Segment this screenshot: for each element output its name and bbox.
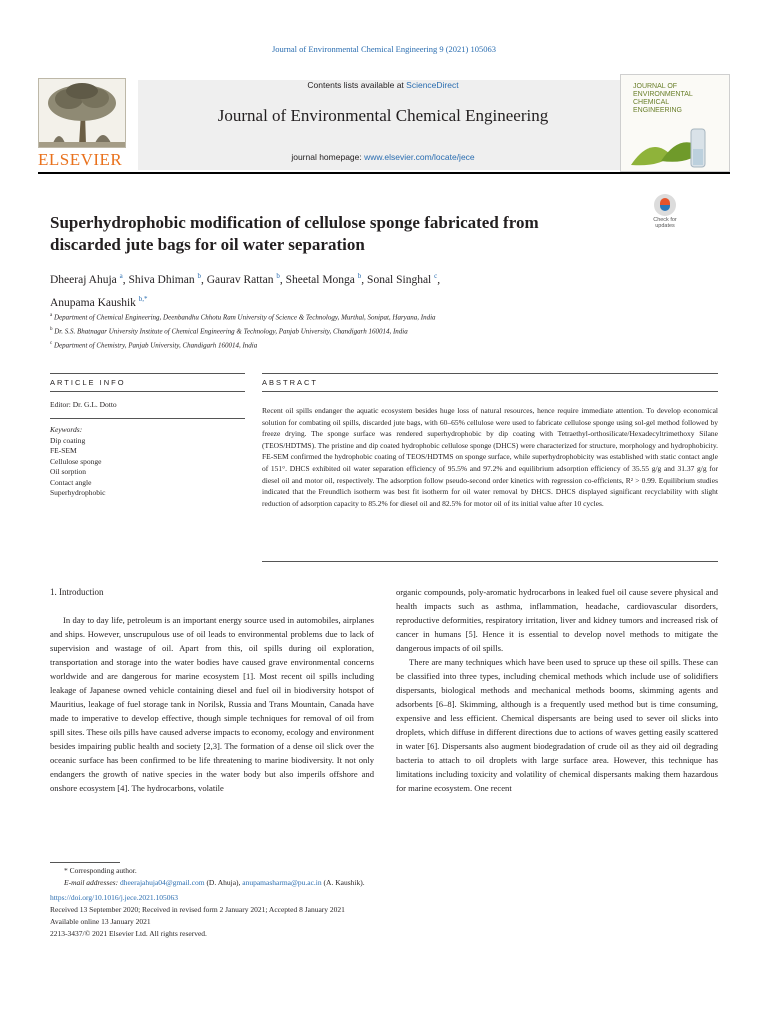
author-affil-mark[interactable]: b — [197, 272, 201, 280]
cover-title-line: CHEMICAL — [633, 99, 670, 106]
affiliation-mark: a — [50, 313, 53, 318]
crossmark-label: Check for — [653, 217, 677, 223]
divider — [262, 391, 718, 392]
editor-note: Editor: Dr. G.L. Dotto — [50, 400, 117, 409]
keyword-item: Oil sorption — [50, 467, 87, 476]
author-affil-mark[interactable]: b,* — [138, 294, 148, 303]
homepage-prefix: journal homepage: — [291, 152, 365, 162]
affiliations — [50, 310, 710, 351]
email-link[interactable]: dheerajahuja04@gmail.com — [119, 878, 205, 887]
intro-right-column — [396, 585, 718, 795]
abstract-heading: ABSTRACT — [262, 378, 319, 387]
journal-title: Journal of Environmental Chemical Engineering — [217, 106, 549, 125]
keyword-item: Contact angle — [50, 477, 92, 487]
abstract-text: Recent oil spills endanger the aquatic ecosystem besides huge loss of natural resources, hence require immediate attention. To develop economical solution for combating oil spills, discarded jute bags, with 60–65% cellulose were used to fabricate cellulose sponge using sol-gel method followed by freeze drying. The sponge surface was rendered superhydrophobic by dip coating with Tetraethyl-orthosilicate/Hexadecyltrimethoxy Silane (TEOS/HDTMS). The pristine and dip coated hydrophobic cellulose sponge (DHCS) were characterized for structure, morphology and hydrophobicity. FE-SEM confirmed the hydrophobic coating of TEOS/HDTMS on sponge surface, while superhydrophobicity was established with static contact angle of 151°. DHCS exhibited oil water separation efficiency of 95.5% and 97.2% and equilibrium adsorption efficiency of 35.55 g/g and 31.37 g/g for diesel oil and motor oil, respectively. The adsorption follow pseudo-second order kinetics with regression co-efficients, R² > 0.99. Equilibrium studies indicated that the Freundlich isotherm was best fit isotherm for oil water removal by DHCS. DHCS displayed significant recyclability with slight reduction of adsorption capacity to 85.2% for diesel oil and 82.5% for motor oil of its initial value after 10 cycles. — [262, 406, 718, 508]
author-name[interactable]: Sheetal Monga — [285, 273, 355, 286]
paragraph: In day to day life, petroleum is an important energy source used in automobiles, airplanes and ships. However, unscrupulous use of oil leads to environmental problems due to lack of supervision and wastage of oil. Apart from this, oil spills during oil exploration, transportation and storage into the water bodies have caused grave environmental concerns worldwide and are dangerous for marine ecosystem [1]. Most recent oil spills including leakage of Japanese owned vehicle containing diesel and fuel oil in biodiversity hotspot of Mauritius, leakage of fuel storage tank in Norilsk, Russia and Trans Mountain, Canada have made to imperative to develop effective, though simple techniques for removal of oil from spill sites. These oils pills have caused adverse impacts to economy, ecology and environment besides impairing public health and society [2,3]. The formation of a dense oil slick over the oceanic surface has been confirmed to be life threatening to marine biodiversity. It not only endangers the growth of native species in the water body but also imperils offshore and onshore ecosystem [4]. The hydrocarbons, volatile — [50, 615, 374, 793]
author-name[interactable]: Gaurav Rattan — [206, 273, 274, 286]
keyword-item: Dip coating — [50, 435, 86, 445]
keyword-item: Cellulose sponge — [50, 456, 102, 466]
article-title-line: discarded jute bags for oil water separation — [50, 235, 365, 254]
divider — [50, 391, 245, 392]
affiliation-text: Dr. S.S. Bhatnagar University Institute of Chemical Engineering & Technology, Panjab University, Chandigarh 160014, India — [54, 327, 408, 336]
article-info-heading: ARTICLE INFO — [50, 378, 126, 387]
keyword-item: Superhydrophobic — [50, 488, 106, 497]
affiliation-item — [50, 310, 710, 324]
email-owner: (D. Ahuja), — [206, 878, 241, 887]
email-owner: (A. Kaushik). — [323, 878, 365, 887]
author-affil-mark[interactable]: c — [434, 272, 438, 280]
intro-left-column — [50, 613, 374, 795]
elsevier-tree-icon — [38, 78, 126, 148]
journal-cover[interactable] — [620, 74, 730, 172]
check-for-updates[interactable] — [649, 194, 681, 232]
email-line — [50, 877, 730, 889]
corresponding-text: Corresponding author. — [69, 866, 137, 875]
affiliation-text: Department of Chemical Engineering, Deenbandhu Chhotu Ram University of Science & Technology, Murthal, Sonipat, Haryana, India — [53, 313, 436, 322]
corresponding-note — [50, 865, 730, 877]
keywords-block — [50, 425, 245, 499]
author-affil-mark[interactable]: b — [357, 272, 362, 280]
available-online: Available online 13 January 2021 — [50, 917, 151, 926]
paragraph: There are many techniques which have been used to spruce up these oil spills. These can be classified into three types, including chemical methods which include use of solidifiers dispersants, biological methods and mechanical methods booms, skimming agents and adsorbents [6–8]. Skimming, although is a frequently used method but is time consuming, expensive and less efficient. Chemical dispersants are being used to sever oil slicks into droplets, which diffuse in different directions due to actions of waves getting easily scattered in water [6]. Dispersants also augment biodegradation of crude oil as they aid oil degrading bacteria to attach to oil droplets with large surface area. However, this technique has limitations including toxicity and volatility of chemical dispersants making them hazardous for marine ecosystem. One recent — [396, 657, 718, 793]
copyright: 2213-3437/© 2021 Elsevier Ltd. All rights reserved. — [50, 929, 207, 938]
asterisk-icon: * — [64, 866, 70, 875]
affiliation-item — [50, 324, 710, 338]
sciencedirect-link[interactable]: ScienceDirect — [406, 80, 459, 90]
divider — [262, 373, 718, 374]
cover-title-line: ENGINEERING — [633, 107, 683, 114]
received-dates: Received 13 September 2020; Received in revised form 2 January 2021; Accepted 8 January 2021 — [50, 905, 345, 914]
cover-title — [621, 75, 729, 115]
author-name[interactable]: Dheeraj Ahuja — [50, 273, 117, 286]
paragraph: organic compounds, poly-aromatic hydrocarbons in leaked fuel oil cause severe physical and health impacts such as asthma, inflammation, headache, cardiovascular disorders, reproductive deformities, respiratory irritation, liver and kidney tumors and increased risk of cancer in humans [5]. Hence it is essential to develop novel methods to mitigate the dangerous impacts of oil spills. — [396, 587, 718, 653]
cover-title-line: ENVIRONMENTAL — [633, 91, 693, 98]
cover-leaf-icon — [621, 125, 729, 169]
footnote-divider — [50, 862, 120, 863]
doi-link[interactable]: https://doi.org/10.1016/j.jece.2021.105063 — [50, 893, 178, 902]
affiliation-mark: c — [50, 340, 53, 346]
journal-reference[interactable]: Journal of Environmental Chemical Engineering 9 (2021) 105063 — [271, 44, 497, 54]
divider — [50, 373, 245, 374]
affiliation-text: Department of Chemistry, Panjab University, Chandigarh 160014, India — [53, 340, 258, 349]
homepage-link[interactable]: www.elsevier.com/locate/jece — [364, 152, 475, 162]
intro-heading: 1. Introduction — [50, 587, 104, 597]
affiliation-item — [50, 338, 710, 352]
affiliation-mark: b — [50, 326, 53, 332]
contents-line — [138, 80, 628, 90]
keyword-item: FE-SEM — [50, 446, 77, 455]
divider — [50, 418, 245, 419]
divider — [262, 561, 718, 562]
author-affil-mark[interactable]: a — [119, 272, 123, 280]
author-affil-mark[interactable]: b — [276, 272, 280, 280]
crossmark-label: updates — [655, 223, 675, 229]
keywords-label: Keywords: — [50, 425, 83, 434]
contents-prefix: Contents lists available at — [307, 80, 407, 90]
author-name[interactable]: Sonal Singhal — [367, 273, 432, 286]
footnotes — [50, 865, 730, 940]
email-label: E-mail addresses: — [64, 878, 119, 887]
publisher-wordmark: ELSEVIER — [38, 150, 123, 169]
cover-title-line: JOURNAL OF — [633, 83, 678, 90]
author-name[interactable]: Anupama Kaushik — [50, 296, 136, 309]
elsevier-logo[interactable] — [38, 78, 130, 168]
article-title-line: Superhydrophobic modification of cellulose sponge fabricated from — [50, 213, 539, 232]
author-name[interactable]: Shiva Dhiman — [128, 273, 195, 286]
article-title — [50, 212, 630, 256]
email-link[interactable]: anupamasharma@pu.ac.in — [242, 878, 322, 887]
crossmark-icon — [654, 194, 676, 216]
author-list: Dheeraj Ahuja $^a$, Shiva Dhiman $^b$, Gaurav Rattan $^b$, Sheetal Monga $^b$, Sonal Singhal $^c$, Anupama Kaushik $^{b,*}$ — [50, 272, 441, 309]
journal-homepage — [138, 152, 628, 162]
